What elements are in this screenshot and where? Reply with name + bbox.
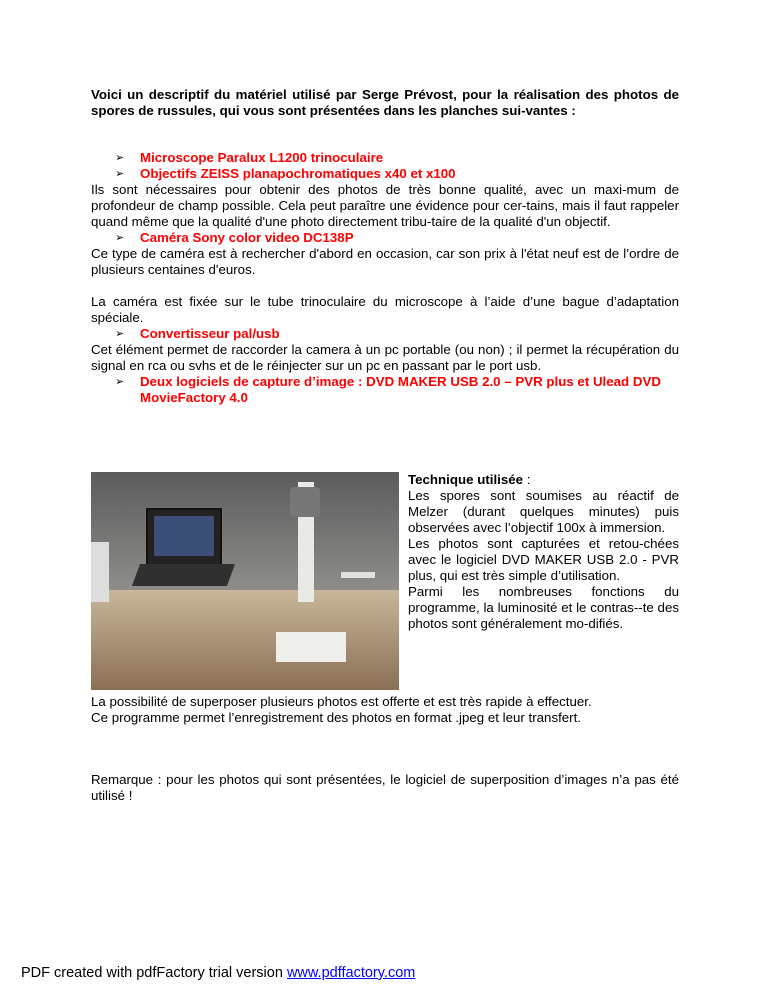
bullet-microscope: ➢ Microscope Paralux L1200 trinoculaire: [115, 150, 384, 165]
pdf-footer: PDF created with pdfFactory trial version www.pdffactory.com: [21, 965, 416, 981]
bullet-convertisseur: ➢ Convertisseur pal/usb: [115, 326, 280, 341]
technique-full1: La possibilité de superposer plusieurs photos est offerte et est très rapide à effectuer.: [91, 694, 592, 709]
bullet-objectifs: ➢ Objectifs ZEISS planapochromatiques x40 et x100: [115, 166, 456, 181]
microscope-image: [276, 482, 336, 662]
objectifs-description: Ils sont nécessaires pour obtenir des photos de très bonne qualité, avec un maxi-mum de profondeur de champ possible. Cela peut paraître une évidence pour cer-tains, mais il faut rappeler quand même que la qualité d'une photo directement tribu-taire de la qualité d'un objectif.: [91, 182, 679, 229]
arrow-bullet-icon: ➢: [115, 328, 125, 340]
convertisseur-description: Cet élément permet de raccorder la camera à un pc portable (ou non) ; il permet la récupération du signal en rca ou svhs et de le réinjecter sur un pc en passant par le port usb.: [91, 342, 679, 373]
laptop-image: [146, 508, 222, 566]
technique-p3: Parmi les nombreuses fonctions du programme, la luminosité et le contras--te des photos sont généralement mo-difiés.: [408, 584, 679, 631]
camera-description: Ce type de caméra est à rechercher d'abord en occasion, car son prix à l'état neuf est de l’ordre de plusieurs centaines d'euros.: [91, 246, 679, 277]
technique-heading: Technique utilisée :: [408, 472, 531, 487]
technique-continuation: [91, 694, 679, 726]
intro-paragraph: Voici un descriptif du matériel utilisé par Serge Prévost, pour la réalisation des photos de spores de russules, qui vous sont présentées dans les planches sui-vantes :: [91, 87, 679, 118]
camera-mount-description: La caméra est fixée sur le tube trinoculaire du microscope à l’aide d’une bague d’adaptation spéciale.: [91, 294, 679, 325]
arrow-bullet-icon: ➢: [115, 376, 125, 388]
bullet-logiciels: ➢ Deux logiciels de capture d’image : DVD MAKER USB 2.0 – PVR plus et Ulead DVD MovieFactory 4.0: [115, 374, 661, 405]
arrow-bullet-icon: ➢: [115, 232, 125, 244]
bullet-camera: ➢ Caméra Sony color video DC138P: [115, 230, 354, 245]
equipment-section: [91, 150, 679, 406]
pdffactory-link[interactable]: www.pdffactory.com: [286, 965, 416, 981]
arrow-bullet-icon: ➢: [115, 168, 125, 180]
technique-section: [408, 472, 679, 632]
arrow-bullet-icon: ➢: [115, 152, 125, 164]
microscope-setup-photo: [91, 472, 399, 690]
technique-p2: Les photos sont capturées et retou-chées avec le logiciel DVD MAKER USB 2.0 - PVR plus, qui est très simple d’utilisation.: [408, 536, 679, 583]
remarque-paragraph: Remarque : pour les photos qui sont présentées, le logiciel de superposition d’images n’a pas été utilisé !: [91, 772, 679, 803]
technique-p1: Les spores sont soumises au réactif de Melzer (durant quelques minutes) puis observées avec l’objectif 100x à immersion.: [408, 488, 679, 535]
technique-full2: Ce programme permet l’enregistrement des photos en format .jpeg et leur transfert.: [91, 710, 581, 725]
